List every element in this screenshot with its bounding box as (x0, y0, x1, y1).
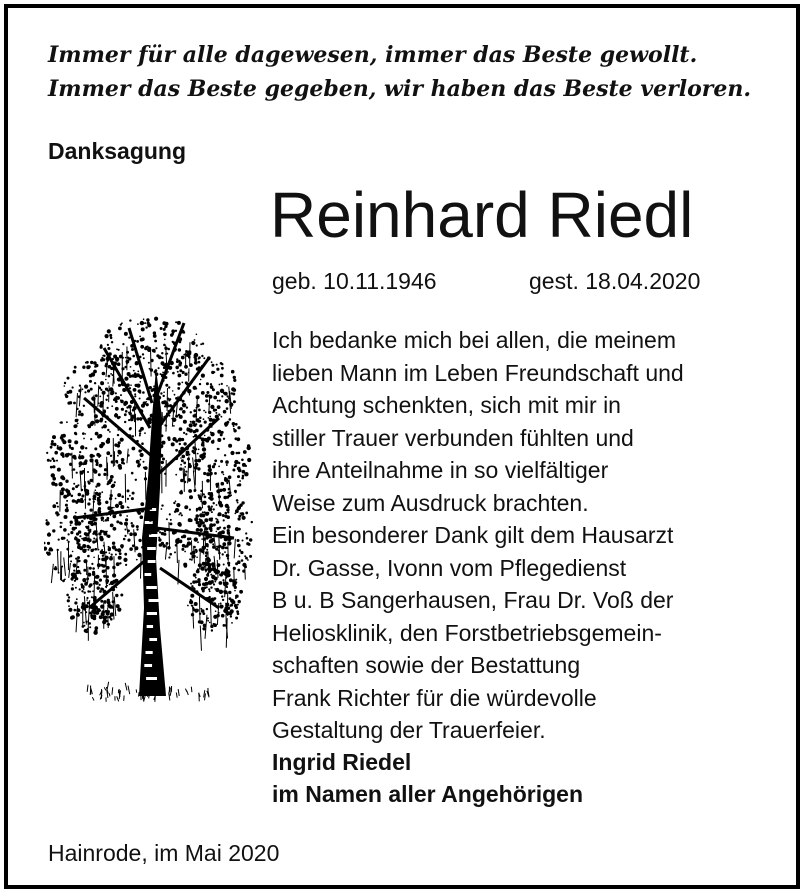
birth-date: geb. 10.11.1946 (272, 268, 437, 294)
message-line: Ich bedanke mich bei allen, die meinem (272, 327, 677, 353)
place-and-date: Hainrode, im Mai 2020 (48, 840, 280, 866)
obituary-notice (4, 4, 800, 889)
thank-you-message (272, 324, 684, 747)
message-line: Frank Richter für die würdevolle (272, 684, 597, 711)
message-line: ihre Anteilnahme in so vielfältiger (272, 457, 609, 483)
message-line: Achtung schenkten, sich mit mir in (272, 392, 621, 418)
message-line: lieben Mann im Leben Freundschaft und (272, 359, 684, 386)
message-line: Weise zum Ausdruck brachten. (272, 489, 589, 516)
signature-block (272, 746, 583, 810)
deceased-name: Reinhard Riedl (270, 179, 694, 251)
message-line: Gestaltung der Trauerfeier. (272, 717, 546, 743)
signatory-role: im Namen aller Angehörigen (272, 781, 583, 807)
signatory-name: Ingrid Riedel (272, 749, 412, 775)
message-line: stiller Trauer verbunden fühlten und (272, 424, 634, 451)
birch-tree-icon (44, 308, 254, 708)
message-line: B u. B Sangerhausen, Frau Dr. Voß der (272, 587, 674, 613)
message-line: Heliosklinik, den Forstbetriebsgemein- (272, 619, 662, 646)
motto-line-1: Immer für alle dagewesen, immer das Beste gewollt. (48, 42, 698, 68)
death-date: gest. 18.04.2020 (529, 268, 701, 294)
message-line: Ein besonderer Dank gilt dem Hausarzt (272, 522, 674, 548)
motto-verse (48, 38, 751, 106)
message-line: schaften sowie der Bestattung (272, 652, 581, 678)
message-line: Dr. Gasse, Ivonn vom Pflegedienst (272, 554, 627, 581)
notice-heading: Danksagung (48, 138, 187, 164)
motto-line-2: Immer das Beste gegeben, wir haben das Beste verloren. (48, 76, 751, 102)
